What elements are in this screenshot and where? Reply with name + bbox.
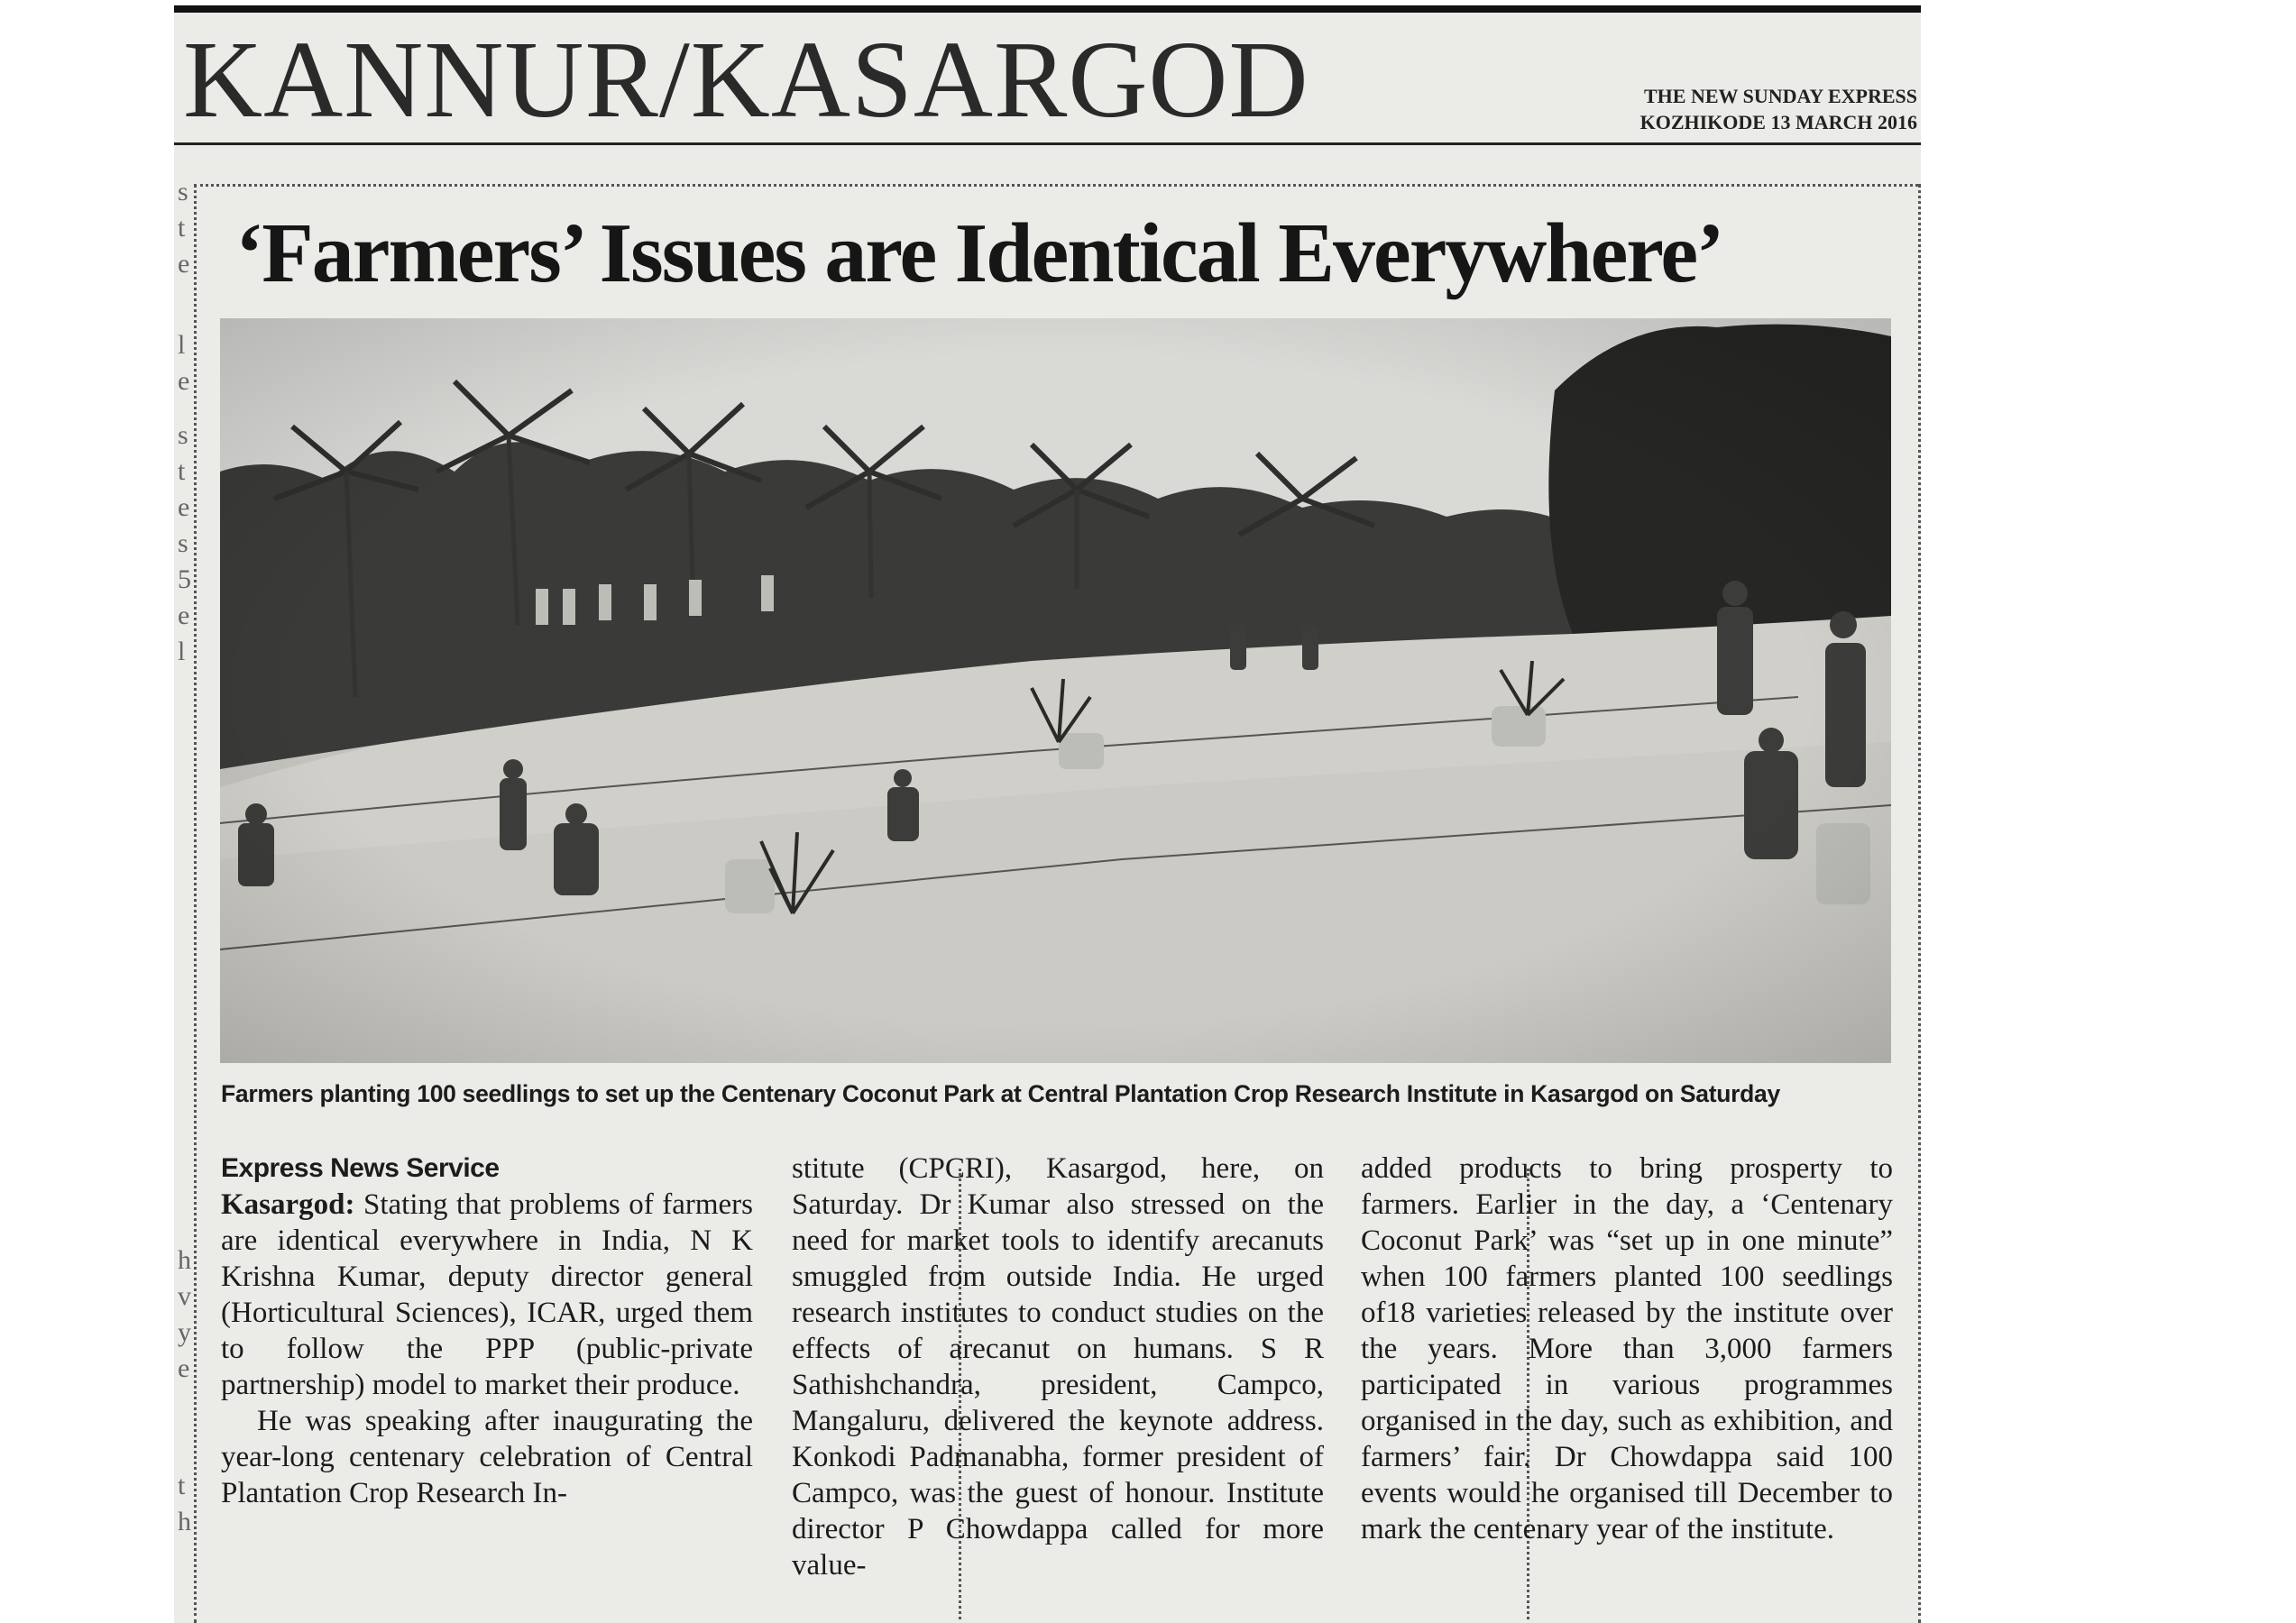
- article-column-2: [792, 1151, 1324, 1583]
- article-column-3: [1361, 1151, 1893, 1547]
- second-paragraph: He was speaking after inaugurating the year-long centenary celebration of Central Plantation Crop Research In-: [221, 1405, 753, 1509]
- fragment-letter: 5: [178, 564, 191, 594]
- fragment-letter: s: [178, 528, 188, 558]
- column-3-text: added products to bring prosperty to farmers. Earlier in the day, a ‘Centenary Coconut Park’ was “set up in one minute” when 100 farmers planted 100 seedlings of18 varieties released by the institute over the years. More than 3,000 farmers participated in various programmes organised in the day, such as exhibition, and farmers’ fair. Dr Chowdappa said 100 events would he organised till December to mark the centenary year of the institute.: [1361, 1152, 1893, 1545]
- article-photo: [220, 318, 1891, 1063]
- article-frame-top: [194, 184, 1918, 187]
- top-rule: [174, 5, 1921, 13]
- fragment-letter: l: [178, 330, 186, 360]
- newspaper-clipping: [174, 5, 1921, 1623]
- fragment-letter: y: [178, 1317, 191, 1347]
- fragment-letter: t: [178, 1471, 186, 1500]
- fragment-letter: t: [178, 456, 186, 486]
- fragment-letter: e: [178, 366, 190, 396]
- fragment-letter: l: [178, 637, 186, 666]
- publication-name: THE NEW SUNDAY EXPRESS: [1644, 85, 1917, 107]
- fragment-letter: e: [178, 1353, 190, 1383]
- fragment-letter: t: [178, 213, 186, 243]
- adjacent-column-fragments: [174, 150, 194, 1623]
- fragment-letter: e: [178, 249, 190, 279]
- article-frame-left: [194, 184, 197, 1623]
- fragment-letter: h: [178, 1245, 191, 1275]
- fragment-letter: h: [178, 1507, 191, 1536]
- fragment-letter: e: [178, 492, 190, 522]
- photo-illustration: [220, 318, 1891, 1063]
- article-column-1: [221, 1151, 753, 1511]
- lead-paragraph-text: Stating that problems of farmers are identical everywhere in India, N K Krishna Kumar, deputy director general (Horticultural Sciences), ICAR, urged them to follow the PPP (public-private partnership) model to market their produce.: [221, 1188, 753, 1401]
- byline: Express News Service: [221, 1153, 500, 1183]
- dateline-place: Kasargod:: [221, 1188, 355, 1221]
- section-title: KANNUR/KASARGOD: [183, 19, 1309, 141]
- article-headline: ‘Farmers’ Issues are Identical Everywhere’: [235, 206, 1723, 300]
- edition-date: KOZHIKODE 13 MARCH 2016: [1639, 111, 1917, 133]
- lead-paragraph: [221, 1187, 753, 1403]
- fragment-letter: s: [178, 177, 188, 206]
- publication-dateline: [1640, 83, 1917, 135]
- fragment-letter: e: [178, 601, 190, 630]
- fragment-letter: v: [178, 1281, 191, 1311]
- article-frame-right: [1918, 184, 1921, 1623]
- masthead-rule: [174, 142, 1921, 145]
- fragment-letter: s: [178, 420, 188, 450]
- column-2-text: stitute (CPCRI), Kasargod, here, on Saturday. Dr Kumar also stressed on the need for market tools to identify arecanuts smuggled from outside India. He urged research institutes to conduct studies on the effects of arecanut on humans. S R Sathishchandra, president, Campco, Mangaluru, delivered the keynote address. Konkodi Padmanabha, former president of Campco, was the guest of honour. Institute director P Chowdappa called for more value-: [792, 1152, 1324, 1582]
- photo-caption: Farmers planting 100 seedlings to set up the Centenary Coconut Park at Central Plantation Crop Research Institute in Kasargod on Saturday: [221, 1080, 1780, 1107]
